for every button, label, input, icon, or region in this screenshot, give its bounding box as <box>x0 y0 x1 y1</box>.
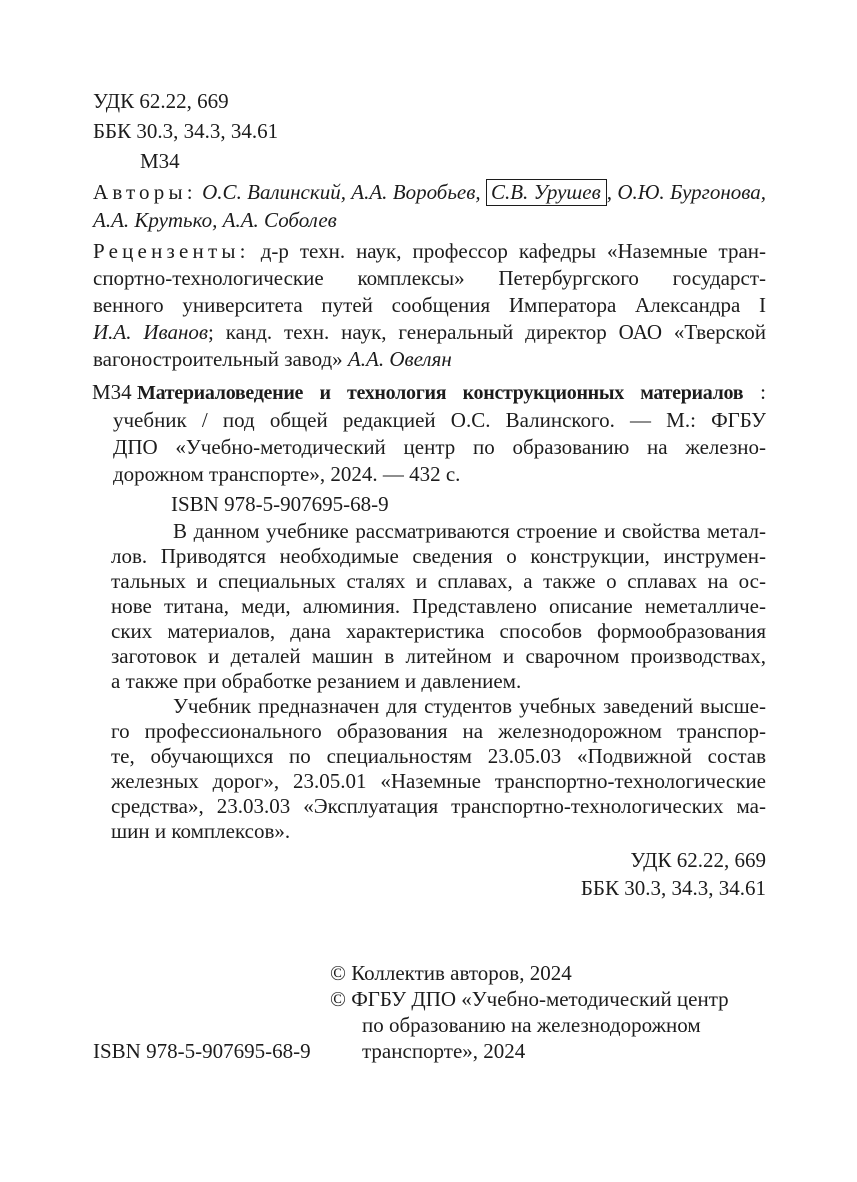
annotation-line: железных дорог», 23.05.01 «Наземные транспортно-технологические <box>111 769 766 793</box>
annotation-line: В данном учебнике рассматриваются строение и свойства метал- <box>173 519 766 543</box>
bbk-code-line: ББК 30.3, 34.3, 34.61 <box>580 876 766 900</box>
bibliographic-record <box>92 379 766 488</box>
imprint-text: : <box>743 380 766 404</box>
reviewers-line-2: спортно-технологические комплексы» Петербургского государст- <box>93 266 766 290</box>
author-sign-code: М34 <box>140 149 180 173</box>
annotation-line: Учебник предназначен для студентов учебных заведений высше- <box>173 694 766 718</box>
copyright-publisher-line: транспорте», 2024 <box>362 1039 526 1063</box>
reviewers-line-1 <box>93 238 766 265</box>
classification-codes-block <box>93 86 766 176</box>
footer-isbn: ISBN 978-5-907695-68-9 <box>93 1039 311 1063</box>
annotation-line: го профессионального образования на железнодорожном транспор- <box>111 719 766 743</box>
reviewers-text: д-р техн. наук, профессор кафедры «Наземные тран- <box>249 239 766 263</box>
author-names: , О.Ю. Бургонова, <box>606 180 766 204</box>
imprint-line-1 <box>113 379 766 407</box>
author-names: А.А. Крутько, А.А. Соболев <box>93 208 337 232</box>
reviewers-text: вагоностроительный завод» <box>93 347 348 371</box>
reviewer-name: И.А. Иванов <box>93 320 209 344</box>
imprint-line-2: учебник / под общей редакцией О.С. Валинского. — М.: ФГБУ <box>113 408 766 432</box>
annotation-paragraph-2 <box>111 694 766 844</box>
annotation-line: ских материалов, дана характеристика способов формообразования <box>111 619 766 643</box>
annotation-line: тальных и специальных сталях и сплавах, а также о сплавах на ос- <box>111 569 766 593</box>
copyright-authors-line: © Коллектив авторов, 2024 <box>330 961 572 985</box>
authors-label: Авторы: <box>93 180 197 204</box>
copyright-block <box>330 960 766 1064</box>
authors-line-1 <box>93 178 766 206</box>
authors-line-2 <box>93 206 766 234</box>
author-names: О.С. Валинский, А.А. Воробьев, <box>196 180 486 204</box>
annotation-line: средства», 23.03.03 «Эксплуатация транспортно-технологических ма- <box>111 794 766 818</box>
annotation-line: лов. Приводятся необходимые сведения о конструкции, инструмен- <box>111 544 766 568</box>
reviewers-line-4 <box>93 319 766 346</box>
imprint-line-3: ДПО «Учебно-методический центр по образованию на железно- <box>113 435 766 459</box>
reviewers-label: Рецензенты: <box>93 239 250 263</box>
imprint-author-sign: М34 <box>92 380 132 404</box>
classification-codes-right <box>93 846 766 902</box>
udk-code-line: УДК 62.22, 669 <box>630 848 766 872</box>
annotation-line: те, обучающихся по специальностям 23.05.03 «Подвижной состав <box>111 744 766 768</box>
reviewers-line-3: венного университета путей сообщения Императора Александра I <box>93 293 766 317</box>
annotation-line: а также при обработке резанием и давлением. <box>111 669 522 693</box>
udk-code-line: УДК 62.22, 669 <box>93 89 229 113</box>
boxed-author-name: С.В. Урушев <box>486 179 607 206</box>
reviewers-paragraph <box>93 238 766 373</box>
annotation-line: заготовок и деталей машин в литейном и сварочном производствах, <box>111 644 766 668</box>
book-title: Материаловедение и технология конструкционных материалов <box>137 382 744 404</box>
copyright-publisher-line: по образованию на железнодорожном <box>362 1013 701 1037</box>
annotation-paragraph-1 <box>111 519 766 694</box>
annotation-line: шин и комплексов». <box>111 819 291 843</box>
footer-block <box>93 960 766 1064</box>
bbk-code-line: ББК 30.3, 34.3, 34.61 <box>93 119 279 143</box>
copyright-publisher-line: © ФГБУ ДПО «Учебно-методический центр <box>330 987 729 1011</box>
reviewer-name: А.А. Овелян <box>347 347 452 371</box>
imprint-line-4: дорожном транспорте», 2024. — 432 с. <box>113 462 461 486</box>
authors-paragraph <box>93 178 766 234</box>
reviewers-line-5 <box>93 346 766 373</box>
reviewers-text: ; канд. техн. наук, генеральный директор ОАО «Тверской <box>208 320 766 344</box>
isbn-line: ISBN 978-5-907695-68-9 <box>171 492 389 516</box>
annotation-line: нове титана, меди, алюминия. Представлено описание неметалличе- <box>111 594 766 618</box>
